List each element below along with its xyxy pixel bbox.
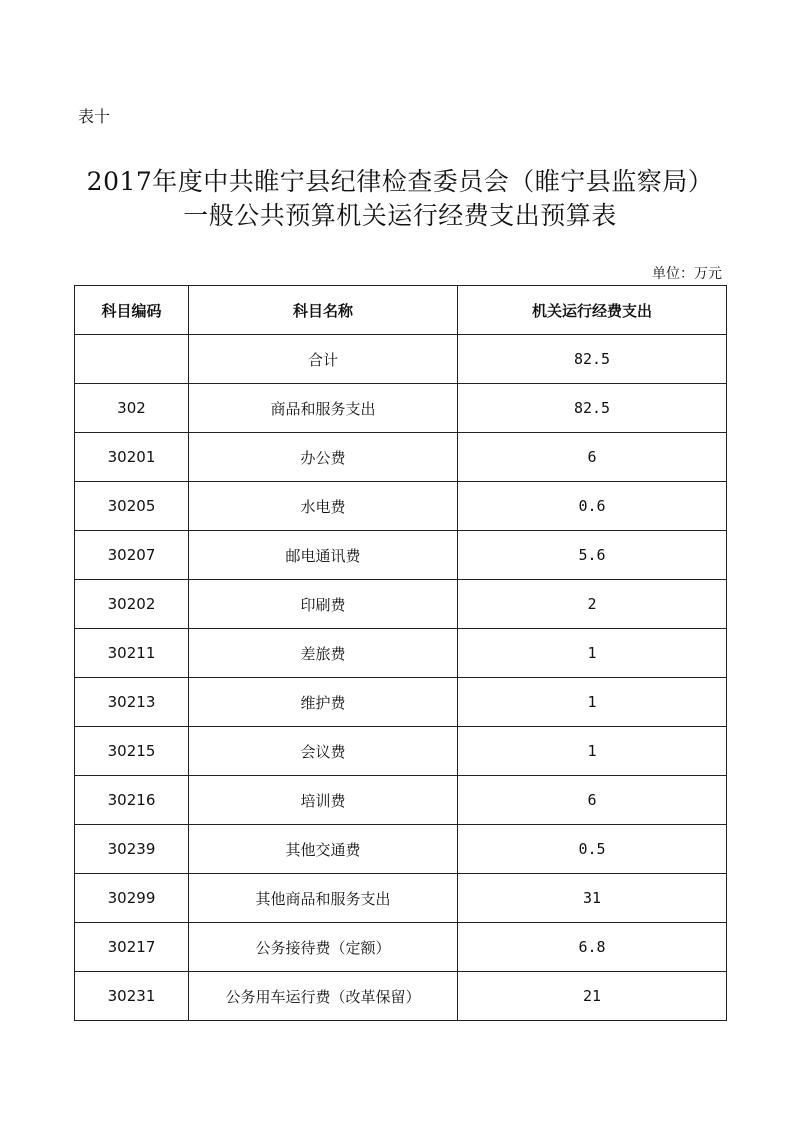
cell-amount: 82.5 [458,335,727,384]
page-title-line-1: 2017年度中共睢宁县纪律检查委员会（睢宁县监察局） [86,167,714,196]
table-row [75,825,727,874]
cell-amount: 2 [458,580,727,629]
cell-code [75,335,189,384]
cell-name: 商品和服务支出 [189,384,458,433]
cell-code: 30216 [75,776,189,825]
cell-name: 差旅费 [189,629,458,678]
cell-code: 30299 [75,874,189,923]
cell-code: 30217 [75,923,189,972]
table-row [75,727,727,776]
cell-code: 30202 [75,580,189,629]
cell-amount: 1 [458,678,727,727]
table-row [75,923,727,972]
header-amount: 机关运行经费支出 [458,286,727,335]
table-row [75,433,727,482]
cell-amount: 6.8 [458,923,727,972]
cell-amount: 21 [458,972,727,1021]
table-row [75,531,727,580]
table-row [75,335,727,384]
cell-code: 30213 [75,678,189,727]
cell-amount: 6 [458,433,727,482]
table-row [75,776,727,825]
cell-amount: 5.6 [458,531,727,580]
cell-code: 30201 [75,433,189,482]
cell-amount: 0.6 [458,482,727,531]
cell-code: 30205 [75,482,189,531]
cell-amount: 1 [458,727,727,776]
cell-code: 30215 [75,727,189,776]
header-name: 科目名称 [189,286,458,335]
cell-amount: 31 [458,874,727,923]
cell-name: 合计 [189,335,458,384]
table-row [75,678,727,727]
cell-name: 会议费 [189,727,458,776]
table-row [75,482,727,531]
unit-label: 单位：万元 [652,266,722,282]
cell-amount: 0.5 [458,825,727,874]
cell-amount: 6 [458,776,727,825]
cell-name: 培训费 [189,776,458,825]
table-row [75,384,727,433]
header-code: 科目编码 [75,286,189,335]
cell-amount: 1 [458,629,727,678]
cell-code: 302 [75,384,189,433]
cell-code: 30207 [75,531,189,580]
page-title-line-2: 一般公共预算机关运行经费支出预算表 [183,201,617,230]
cell-name: 印刷费 [189,580,458,629]
cell-code: 30231 [75,972,189,1021]
table-row [75,580,727,629]
table-row [75,629,727,678]
cell-code: 30211 [75,629,189,678]
table-body [75,335,727,1021]
cell-name: 维护费 [189,678,458,727]
budget-table [74,285,727,1021]
table-label: 表十 [78,107,111,126]
cell-name: 水电费 [189,482,458,531]
table-header-row [75,286,727,335]
cell-name: 公务接待费（定额） [189,923,458,972]
table-row [75,972,727,1021]
cell-name: 其他交通费 [189,825,458,874]
cell-amount: 82.5 [458,384,727,433]
table-row [75,874,727,923]
cell-name: 办公费 [189,433,458,482]
cell-name: 其他商品和服务支出 [189,874,458,923]
cell-name: 邮电通讯费 [189,531,458,580]
cell-name: 公务用车运行费（改革保留） [189,972,458,1021]
cell-code: 30239 [75,825,189,874]
